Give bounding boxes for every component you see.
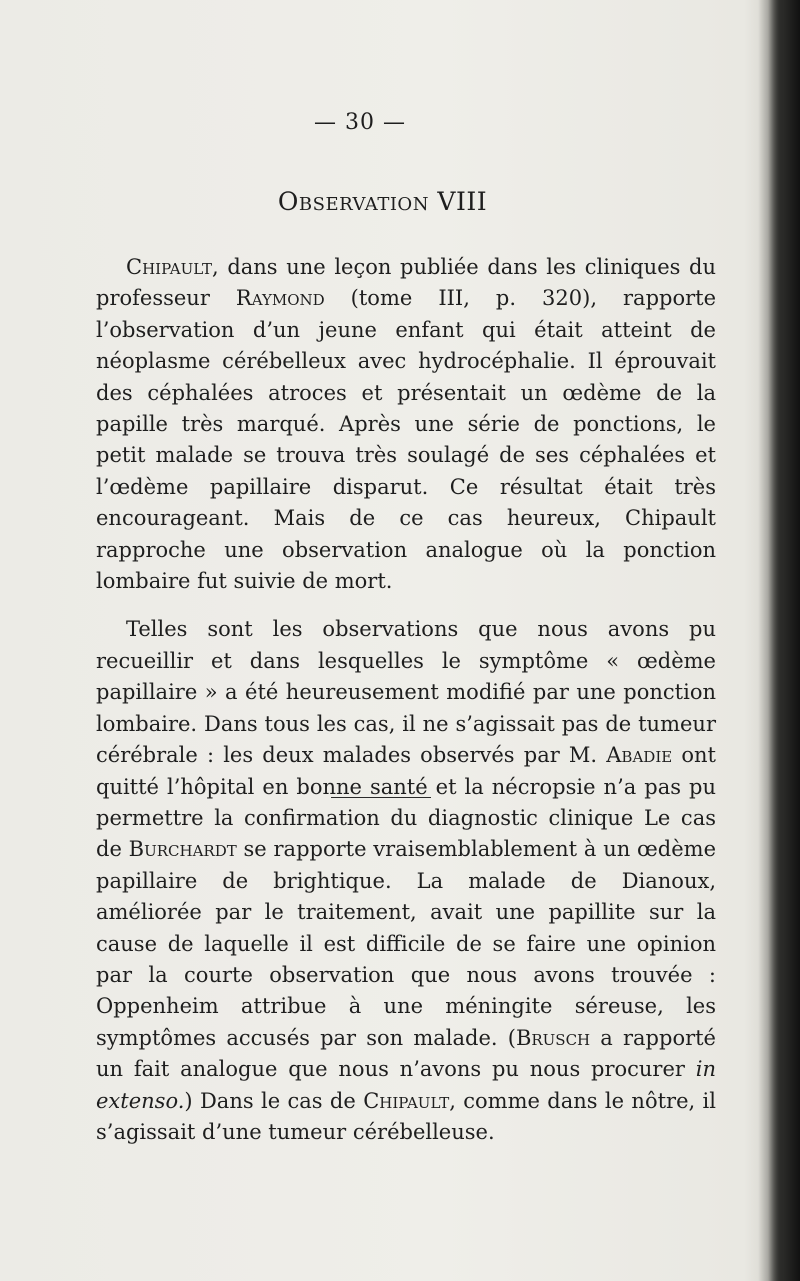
paragraph-2: Telles sont les observations que nous avons pu recueillir et dans lesquelles le symptôme « œdème papillaire » a été heureusement modifié par une ponction lombaire. Dans tous les cas, il ne s’agissait pas de tumeur cérébrale : les deux malades observés par M. Abadie ont quitté l’hôpital en bonne santé et la nécropsie n’a pas pu permettre la confirmation du diagnostic clinique Le cas de Burchardt se rapporte vraisemblablement à un œdème papillaire de brightique. La malade de Dianoux, améliorée par le traitement, avait une papillite sur la cause de laquelle il est difficile de se faire une opinion par la courte observation que nous avons trouvée : Oppenheim attribue à une méningite séreuse, les symptômes accusés par son malade. (Brusch a rapporté un fait analogue que nous n’avons pu nous procurer in extenso.) Dans le cas de Chipault, comme dans le nôtre, il s’agissait d’une tumeur cérébelleuse.: [96, 617, 717, 1144]
author-name: Burchardt: [128, 837, 237, 862]
author-name: Chipault: [126, 255, 213, 279]
author-name: Brusch: [515, 1025, 591, 1050]
author-name: Raymond: [235, 286, 325, 311]
italic-phrase: in extenso.: [96, 1057, 716, 1113]
page-number: — 30 —: [314, 110, 406, 135]
paragraph-1: Chipault, dans une leçon publiée dans les cliniques du professeur Raymond (tome III, p. 320), rapporte l’observation d’un jeune enfant qui était atteint de néoplasme cérébelleux avec hydrocéphalie. Il éprouvait des céphalées atroces et présentait un œdème de la papille très marqué. Après une série de ponctions, le petit malade se trouva très soulagé de ses céphalées et l’œdème papillaire disparut. Ce résultat était très encourageant. Mais de ce cas heureux, Chipault rapproche une observation analogue où la ponction lombaire fut suivie de mort.: [96, 255, 717, 594]
body-text: [96, 252, 716, 1148]
section-heading: Observation VIII: [277, 187, 488, 216]
author-name: Chipault: [363, 1088, 450, 1113]
author-name: Abadie: [606, 743, 673, 768]
end-rule: [331, 797, 431, 798]
